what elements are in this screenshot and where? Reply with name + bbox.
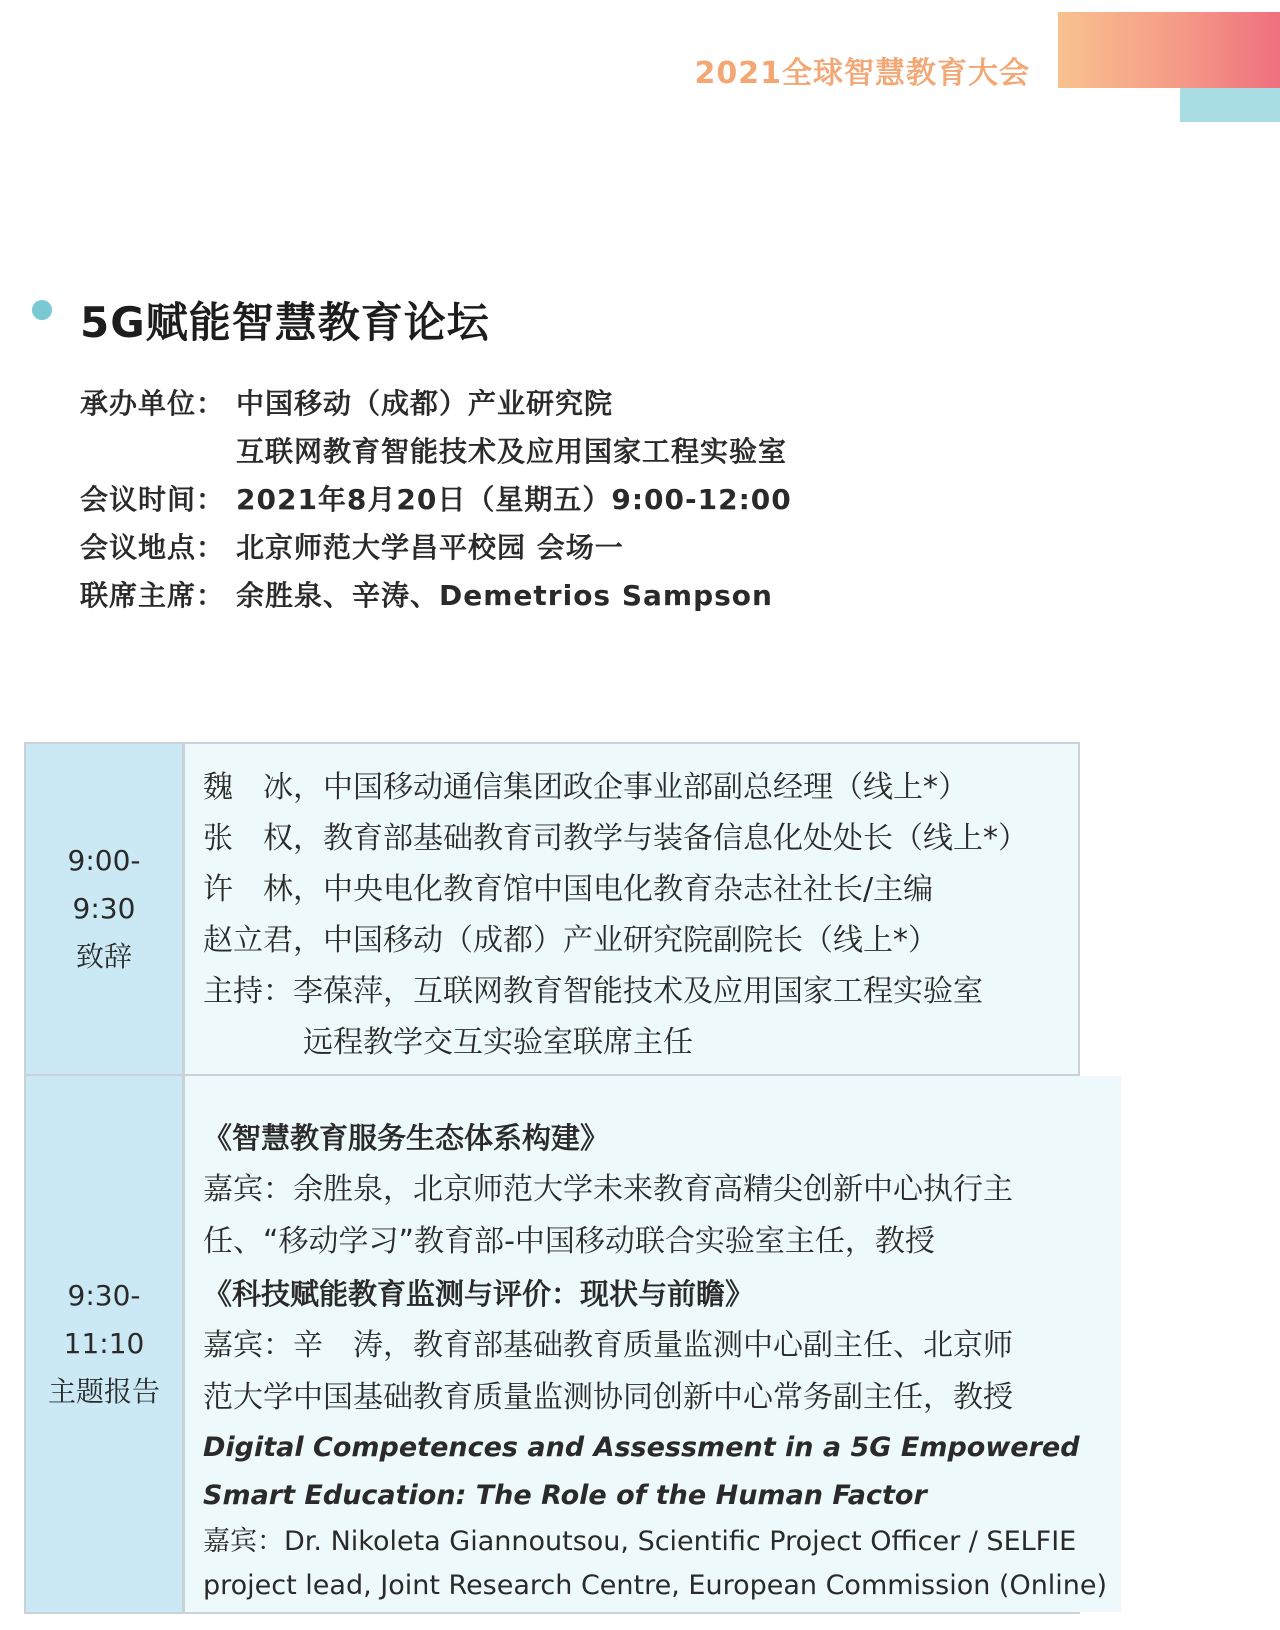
talk-speaker: project lead, Joint Research Centre, European Commission (Online) — [203, 1570, 1108, 1601]
info-row-venue — [80, 524, 792, 572]
host-line: 远程教学交互实验室联席主任 — [303, 1025, 693, 1060]
conference-title: 2021全球智慧教育大会 — [694, 56, 1030, 91]
talk-speaker: 任、“移动学习”教育部-中国移动联合实验室主任，教授 — [203, 1224, 935, 1259]
info-value: 互联网教育智能技术及应用国家工程实验室 — [236, 435, 788, 468]
talk-speaker: 嘉宾：Dr. Nikoleta Giannoutsou, Scientific Project Officer / SELFIE — [203, 1526, 1077, 1557]
speaker-line: 许 林，中央电化教育馆中国电化教育杂志社社长/主编 — [203, 872, 934, 907]
forum-info — [80, 380, 792, 620]
talk-title: Smart Education: The Role of the Human Factor — [203, 1480, 927, 1511]
schedule-table — [24, 742, 1108, 1614]
speaker-line: 魏 冰，中国移动通信集团政企事业部副总经理（线上*） — [203, 770, 968, 805]
info-row-organizer — [80, 380, 792, 428]
speaker-line: 赵立君，中国移动（成都）产业研究院副院长（线上*） — [203, 923, 938, 958]
info-row-time — [80, 476, 792, 524]
header-accent-block — [1180, 88, 1280, 122]
talk-title: 《智慧教育服务生态体系构建》 — [203, 1121, 610, 1155]
talk-speaker: 嘉宾：辛 涛，教育部基础教育质量监测中心副主任、北京师 — [203, 1328, 1013, 1363]
time-start: 9:00- — [67, 844, 141, 877]
content-cell — [185, 744, 1078, 1074]
header-accent-bar — [1058, 12, 1280, 88]
time-cell — [26, 1076, 185, 1612]
info-label — [80, 428, 236, 476]
content-cell — [185, 1076, 1121, 1612]
time-start: 9:30- — [67, 1279, 141, 1312]
info-row-chairs — [80, 572, 792, 620]
talk-speaker: 范大学中国基础教育质量监测协同创新中心常务副主任，教授 — [203, 1380, 1013, 1415]
schedule-row-opening — [26, 744, 1078, 1076]
time-end: 11:10 — [63, 1327, 145, 1360]
schedule-row-keynotes — [26, 1076, 1108, 1612]
speaker-line: 张 权，教育部基础教育司教学与装备信息化处处长（线上*） — [203, 821, 1028, 856]
info-label: 会议地点： — [80, 531, 226, 564]
info-row-organizer-2 — [80, 428, 792, 476]
session-name: 致辞 — [75, 940, 132, 973]
talk-title: 《科技赋能教育监测与评价：现状与前瞻》 — [203, 1277, 755, 1311]
session-name: 主题报告 — [47, 1375, 160, 1408]
info-label: 会议时间： — [80, 483, 226, 516]
talk-title: Digital Competences and Assessment in a 5G Empowered — [203, 1432, 1080, 1463]
info-value: 余胜泉、辛涛、Demetrios Sampson — [236, 579, 773, 612]
time-cell — [26, 744, 185, 1074]
host-line: 主持：李葆萍，互联网教育智能技术及应用国家工程实验室 — [203, 974, 983, 1009]
info-label: 承办单位： — [80, 387, 226, 420]
section-bullet-icon — [32, 300, 52, 320]
talk-speaker: 嘉宾：余胜泉，北京师范大学未来教育高精尖创新中心执行主 — [203, 1172, 1013, 1207]
forum-title: 5G赋能智慧教育论坛 — [80, 298, 490, 347]
info-value: 北京师范大学昌平校园 会场一 — [236, 531, 624, 564]
info-value: 中国移动（成都）产业研究院 — [236, 387, 614, 420]
info-value: 2021年8月20日（星期五）9:00-12:00 — [236, 483, 792, 516]
time-end: 9:30 — [72, 892, 136, 925]
info-label: 联席主席： — [80, 579, 226, 612]
